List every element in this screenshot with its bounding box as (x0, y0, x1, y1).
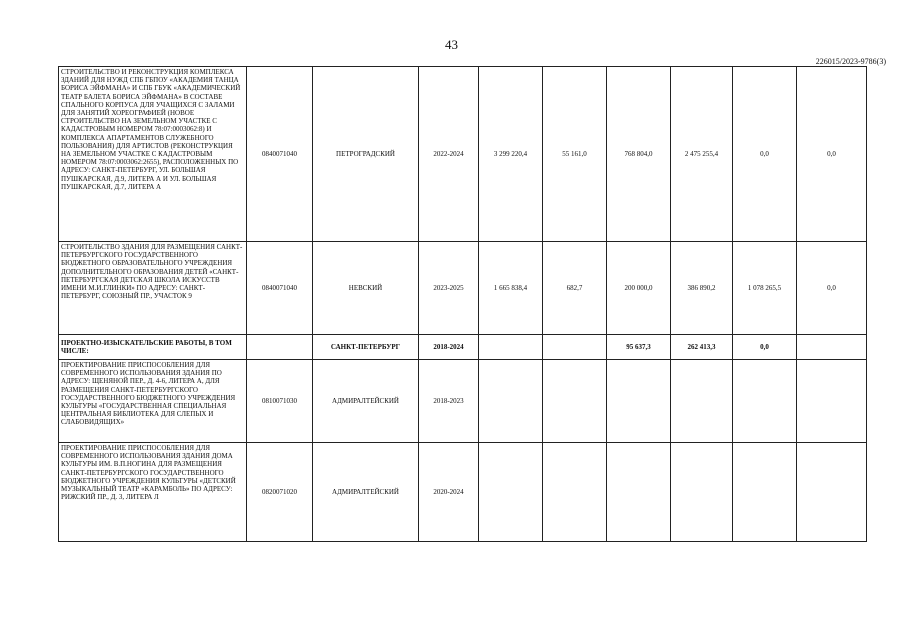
value-3: 95 637,3 (607, 335, 671, 360)
value-3: 768 804,0 (607, 67, 671, 242)
period: 2022-2024 (419, 67, 479, 242)
value-6 (797, 443, 867, 542)
value-6: 0,0 (797, 67, 867, 242)
budget-code: 0820071020 (247, 443, 313, 542)
budget-code: 0810071030 (247, 360, 313, 443)
object-name: ПРОЕКТИРОВАНИЕ ПРИСПОСОБЛЕНИЯ ДЛЯ СОВРЕМЕННОГО ИСПОЛЬЗОВАНИЯ ЗДАНИЯ ПО АДРЕСУ: ЩЕНЯНОЙ ПЕР., Д. 4-6, ЛИТЕРА А, ДЛЯ РАЗМЕЩЕНИЯ САНКТ-ПЕТЕРБУРГСКОГО ГОСУДАРСТВЕННОГО БЮДЖЕТНОГО УЧРЕЖДЕНИЯ КУЛЬТУРЫ «ГОСУДАРСТВЕННАЯ СПЕЦИАЛЬНАЯ ЦЕНТРАЛЬНАЯ БИБЛИОТЕКА ДЛЯ СЛЕПЫХ И СЛАБОВИДЯЩИХ» (59, 360, 247, 443)
value-5: 1 078 265,5 (733, 242, 797, 335)
program-table (58, 66, 867, 542)
value-6: 0,0 (797, 242, 867, 335)
document-code: 226015/2023-9786(3) (815, 57, 886, 66)
object-name: СТРОИТЕЛЬСТВО ЗДАНИЯ ДЛЯ РАЗМЕЩЕНИЯ САНКТ-ПЕТЕРБУРГСКОГО ГОСУДАРСТВЕННОГО БЮДЖЕТНОГО ОБРАЗОВАТЕЛЬНОГО УЧРЕЖДЕНИЯ ДОПОЛНИТЕЛЬНОГО ОБРАЗОВАНИЯ ДЕТЕЙ «САНКТ-ПЕТЕРБУРГСКАЯ ДЕТСКАЯ ШКОЛА ИСКУССТВ ИМЕНИ М.И.ГЛИНКИ» ПО АДРЕСУ: САНКТ-ПЕТЕРБУРГ, СОЮЗНЫЙ ПР., УЧАСТОК 9 (59, 242, 247, 335)
value-2: 55 161,0 (543, 67, 607, 242)
page-number: 43 (445, 37, 458, 52)
period: 2020-2024 (419, 443, 479, 542)
district: АДМИРАЛТЕЙСКИЙ (313, 360, 419, 443)
value-6 (797, 360, 867, 443)
district: САНКТ-ПЕТЕРБУРГ (313, 335, 419, 360)
district: ПЕТРОГРАДСКИЙ (313, 67, 419, 242)
value-4 (671, 443, 733, 542)
table-row (59, 360, 867, 443)
value-5: 0,0 (733, 335, 797, 360)
value-5: 0,0 (733, 67, 797, 242)
budget-code: 0840071040 (247, 67, 313, 242)
total-cost (479, 335, 543, 360)
total-cost (479, 443, 543, 542)
value-4: 386 890,2 (671, 242, 733, 335)
value-2 (543, 360, 607, 443)
value-2 (543, 443, 607, 542)
value-2: 682,7 (543, 242, 607, 335)
value-4: 262 413,3 (671, 335, 733, 360)
period: 2018-2024 (419, 335, 479, 360)
district: АДМИРАЛТЕЙСКИЙ (313, 443, 419, 542)
table-row (59, 242, 867, 335)
budget-code: 0840071040 (247, 242, 313, 335)
object-name: ПРОЕКТИРОВАНИЕ ПРИСПОСОБЛЕНИЯ ДЛЯ СОВРЕМЕННОГО ИСПОЛЬЗОВАНИЯ ЗДАНИЯ ДОМА КУЛЬТУРЫ ИМ. В.П.НОГИНА ДЛЯ РАЗМЕЩЕНИЯ САНКТ-ПЕТЕРБУРГСКОГО ГОСУДАРСТВЕННОГО БЮДЖЕТНОГО УЧРЕЖДЕНИЯ КУЛЬТУРЫ «ДЕТСКИЙ МУЗЫКАЛЬНЫЙ ТЕАТР «КАРАМБОЛЬ» ПО АДРЕСУ: РИЖСКИЙ ПР., Д. 3, ЛИТЕРА Л (59, 443, 247, 542)
value-3: 200 000,0 (607, 242, 671, 335)
value-4 (671, 360, 733, 443)
period: 2018-2023 (419, 360, 479, 443)
table-row (59, 443, 867, 542)
value-4: 2 475 255,4 (671, 67, 733, 242)
value-6 (797, 335, 867, 360)
table-row-subtotal (59, 335, 867, 360)
total-cost (479, 360, 543, 443)
total-cost: 3 299 220,4 (479, 67, 543, 242)
period: 2023-2025 (419, 242, 479, 335)
table-row (59, 67, 867, 242)
value-5 (733, 360, 797, 443)
object-name: СТРОИТЕЛЬСТВО И РЕКОНСТРУКЦИЯ КОМПЛЕКСА ЗДАНИЙ ДЛЯ НУЖД СПБ ГБПОУ «АКАДЕМИЯ ТАНЦА БОРИСА ЭЙФМАНА» И СПБ ГБУК «АКАДЕМИЧЕСКИЙ ТЕАТР БАЛЕТА БОРИСА ЭЙФМАНА» В СОСТАВЕ СПАЛЬНОГО КОРПУСА ДЛЯ УЧАЩИХСЯ С ЗАЛАМИ ДЛЯ ЗАНЯТИЙ ХОРЕОГРАФИЕЙ (НОВОЕ СТРОИТЕЛЬСТВО НА ЗЕМЕЛЬНОМ УЧАСТКЕ С КАДАСТРОВЫМ НОМЕРОМ 78:07:0003062:8) И КОМПЛЕКСА АПАРТАМЕНТОВ СЛУЖЕБНОГО ПОЛЬЗОВАНИЯ) ДЛЯ АРТИСТОВ (РЕКОНСТРУКЦИЯ НА ЗЕМЕЛЬНОМ УЧАСТКЕ С КАДАСТРОВЫМ НОМЕРОМ 78:07:0003062:2655), РАСПОЛОЖЕННЫХ ПО АДРЕСУ: САНКТ-ПЕТЕРБУРГ, УЛ. БОЛЬШАЯ ПУШКАРСКАЯ, Д.9, ЛИТЕРА А И УЛ. БОЛЬШАЯ ПУШКАРСКАЯ, Д.7, ЛИТЕРА А (59, 67, 247, 242)
value-5 (733, 443, 797, 542)
budget-code (247, 335, 313, 360)
value-2 (543, 335, 607, 360)
district: НЕВСКИЙ (313, 242, 419, 335)
total-cost: 1 665 838,4 (479, 242, 543, 335)
object-name: ПРОЕКТНО-ИЗЫСКАТЕЛЬСКИЕ РАБОТЫ, В ТОМ ЧИСЛЕ: (59, 335, 247, 360)
value-3 (607, 443, 671, 542)
value-3 (607, 360, 671, 443)
